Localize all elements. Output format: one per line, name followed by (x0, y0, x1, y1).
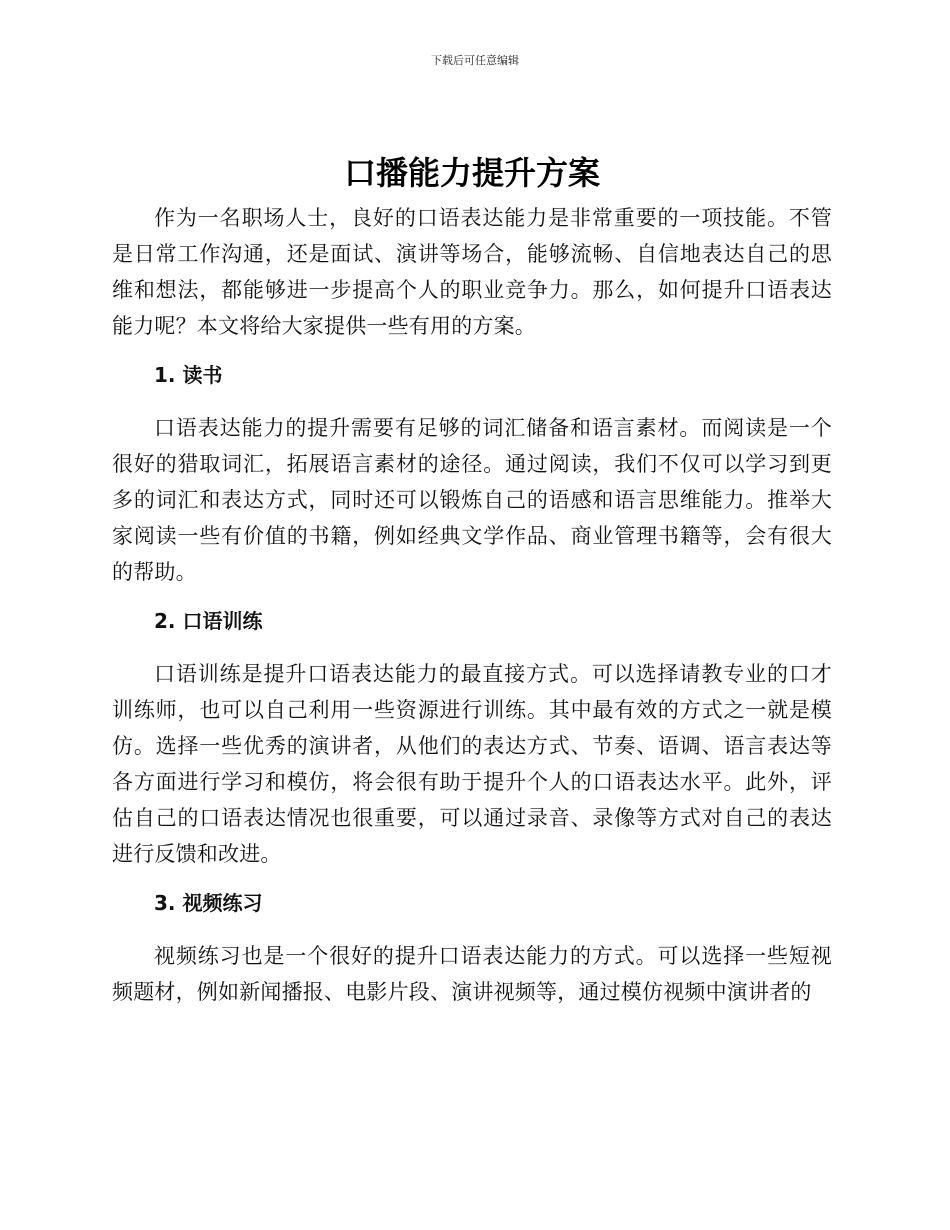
section-heading-video-practice: 3. 视频练习 (154, 891, 263, 915)
section-heading-reading: 1. 读书 (154, 363, 223, 387)
section-heading-speaking-training: 2. 口语训练 (154, 609, 263, 633)
document-body (112, 150, 832, 1010)
section-body-reading: 口语表达能力的提升需要有足够的词汇储备和语言素材。而阅读是一个很好的猎取词汇，拓展语言素材的途径。通过阅读，我们不仅可以学习到更多的词汇和表达方式，同时还可以锻炼自己的语感和语言思维能力。推举大家阅读一些有价值的书籍，例如经典文学作品、商业管理书籍等，会有很大的帮助。 (112, 416, 832, 584)
section-body-video-practice: 视频练习也是一个很好的提升口语表达能力的方式。可以选择一些短视频题材，例如新闻播报、电影片段、演讲视频等，通过模仿视频中演讲者的 (112, 944, 832, 1004)
header-note: 下载后可任意编辑 (431, 54, 519, 67)
section-body-speaking-training: 口语训练是提升口语表达能力的最直接方式。可以选择请教专业的口才训练师，也可以自己利用一些资源进行训练。其中最有效的方式之一就是模仿。选择一些优秀的演讲者，从他们的表达方式、节奏、语调、语言表达等各方面进行学习和模仿，将会很有助于提升个人的口语表达水平。此外，评估自己的口语表达情况也很重要，可以通过录音、录像等方式对自己的表达进行反馈和改进。 (112, 662, 832, 866)
intro-paragraph: 作为一名职场人士，良好的口语表达能力是非常重要的一项技能。不管是日常工作沟通，还是面试、演讲等场合，能够流畅、自信地表达自己的思维和想法，都能够进一步提高个人的职业竞争力。那么，如何提升口语表达能力呢？本文将给大家提供一些有用的方案。 (112, 206, 832, 338)
document-title: 口播能力提升方案 (343, 154, 600, 192)
